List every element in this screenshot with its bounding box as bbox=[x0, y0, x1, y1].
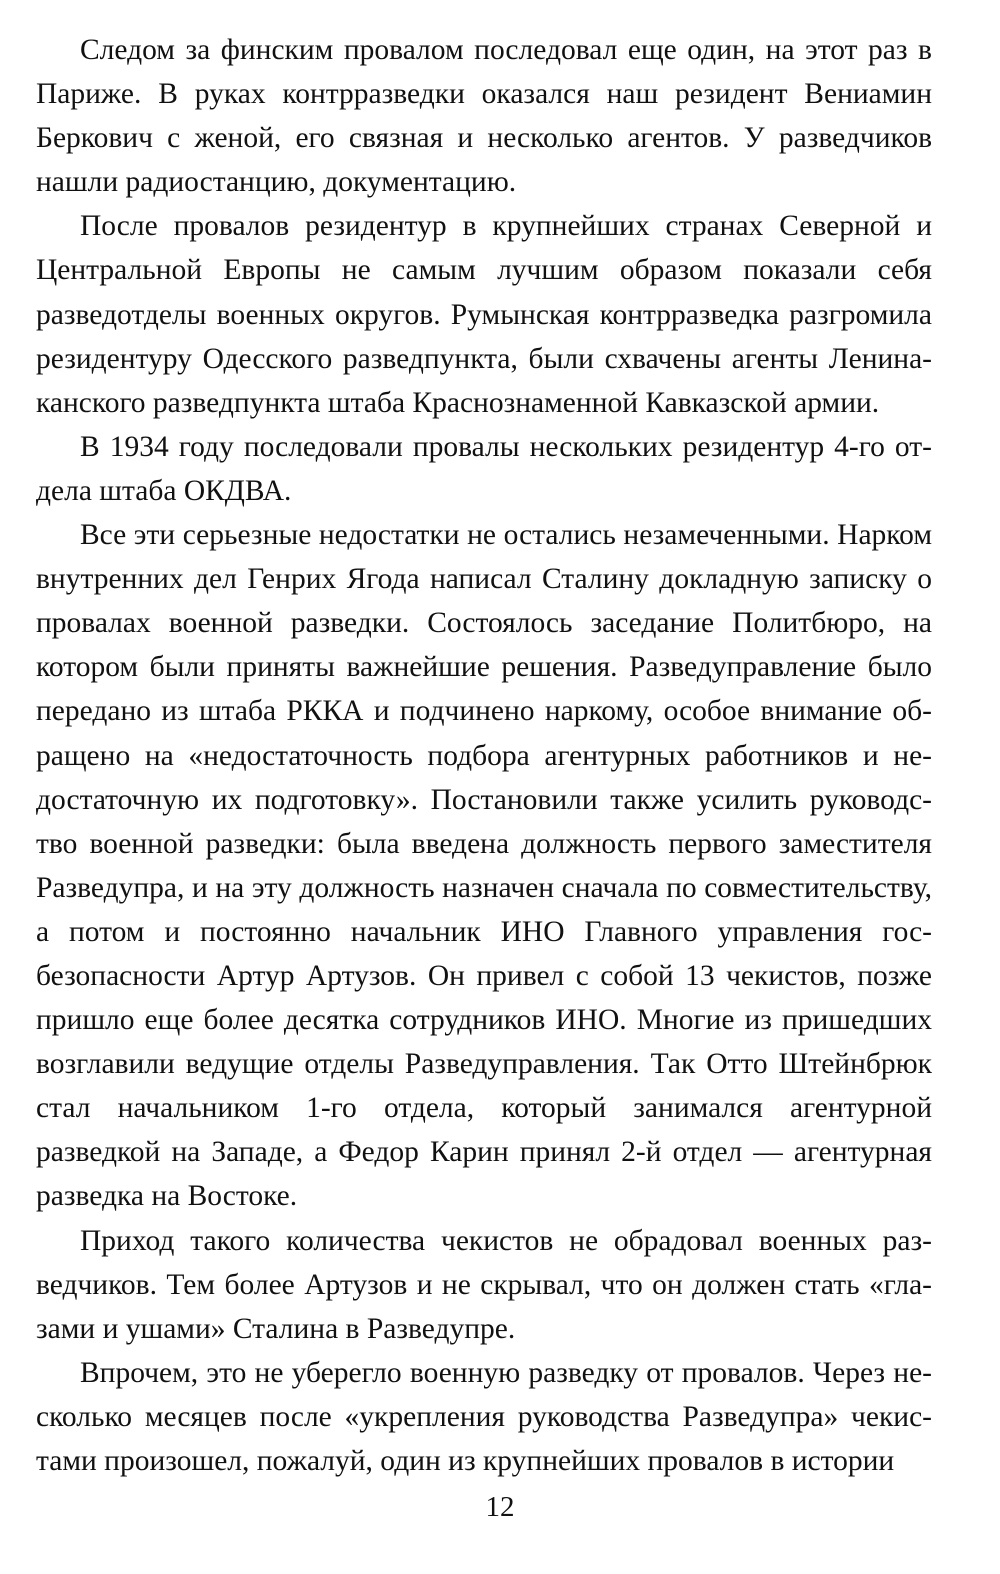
paragraph: В 1934 году последовали провалы нескольких резидентур 4-го отдела штаба ОКДВА. bbox=[36, 430, 932, 507]
paragraph: Следом за финским провалом последовал еще один, на этот раз в Париже. В руках контрразведки оказался наш резидент Вениамин Беркович с женой, его связная и несколько агентов. У разведчиков нашли радиостанцию, документацию. bbox=[36, 34, 932, 199]
paragraph: Все эти серьезные недостатки не остались незамеченными. Нарком внутренних дел Генрих Ягода написал Сталину докладную записку о провалах военной разведки. Состоялось заседание Политбюро, на котором были приняты важнейшие решения. Разведуправление было передано из штаба РККА и подчинено наркому, особое внимание обращено на «недостаточность подбора агентурных работников и недостаточную их подготовку». Постановили также усилить руководство военной разведки: была введена должность первого заместителя Разведупра, и на эту должность назначен сначала по совместительству, а потом и постоянно начальник ИНО Главного управления госбезопасности Артур Артузов. Он привел с собой 13 чекистов, позже пришло еще более десятка сотрудников ИНО. Многие из пришедших возглавили ведущие отделы Разведуправления. Так Отто Штейнбрюк стал начальником 1-го отдела, который занимался агентурной разведкой на Западе, а Федор Карин принял 2-й отдел — агентурная разведка на Востоке. bbox=[36, 519, 932, 1213]
paragraph: После провалов резидентур в крупнейших странах Северной и Центральной Европы не самым лучшим образом показали себя разведотделы военных округов. Румынская контрразведка разгромила резидентуру Одесского разведпункта, были схвачены агенты Ленинаканского разведпункта штаба Краснознаменной Кавказской армии. bbox=[36, 210, 932, 419]
paragraph: Приход такого количества чекистов не обрадовал военных разведчиков. Тем более Артузов и не скрывал, что он должен стать «глазами и ушами» Сталина в Разведупре. bbox=[36, 1224, 932, 1345]
page-number: 12 bbox=[485, 1491, 515, 1523]
paragraph: Впрочем, это не уберегло военную разведку от провалов. Через несколько месяцев после «укрепления руководства Разведупра» чекистами произошел, пожалуй, один из крупнейших провалов в истории bbox=[36, 1356, 932, 1477]
body-text bbox=[36, 28, 932, 1483]
